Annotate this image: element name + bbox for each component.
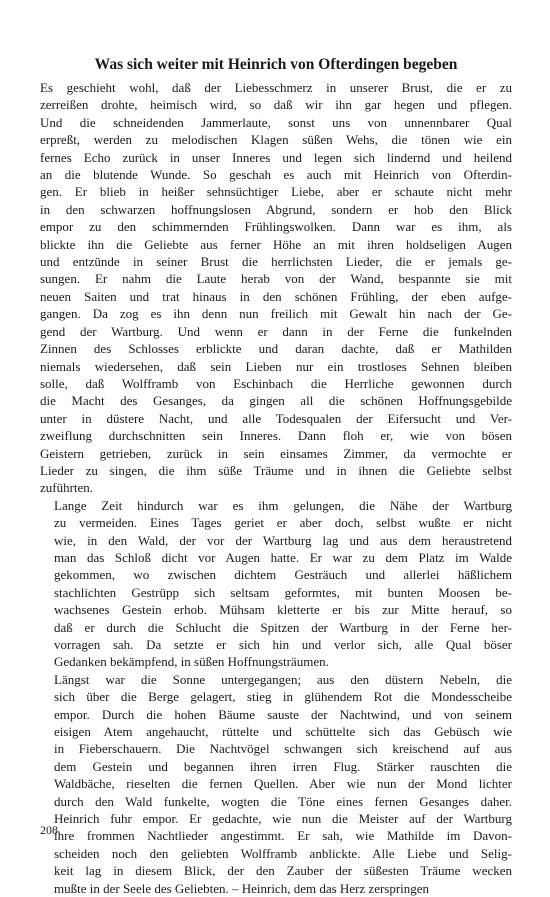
- text-line: zerreißen drohte, heimisch wird, so daß wir ihn gar hegen und pflegen.: [40, 97, 512, 113]
- text-line: vorragen sah. Da setzte er sich hin und verlor sich, alle Qual böser: [54, 637, 512, 652]
- text-line: empor. Durch die hohen Bäume sauste der Nachtwind, und von seinem: [54, 706, 512, 722]
- chapter-title: Was sich weiter mit Heinrich von Ofterdingen begeben: [94, 56, 458, 73]
- text-line: sungen. Er nahm die Laute herab von der Wand, bespannte sie mit: [40, 271, 512, 287]
- text-line: dem Gestein und begannen ihren irren Flug. Stärker rauschten die: [54, 758, 512, 774]
- text-line: man das Schloß dicht vor Augen hatte. Er war zu dem Platz im Walde: [54, 549, 512, 565]
- text-line: gangen. Da zog es ihn denn nun freilich mit Gewalt hin nach der Ge-: [40, 306, 512, 322]
- text-line: stachlichten Gestrüpp sich seltsam geformtes, mit bunten Moosen be-: [54, 584, 512, 600]
- text-line: Waldbäche, rieselten die fernen Quellen. Aber wie nun der Mond lichter: [54, 776, 512, 792]
- text-line: Es geschieht wohl, daß der Liebesschmerz in unserer Brust, die er zu: [40, 80, 512, 95]
- paragraph: [40, 497, 512, 671]
- text-line: und entzünde in seiner Brust die herrlichsten Lieder, die er jemals ge-: [40, 254, 512, 270]
- paragraph: [40, 671, 512, 897]
- text-line: wie, in den Wald, der vor der Wartburg lag und aus dem heraustretend: [54, 532, 512, 548]
- text-line: Und die schneidenden Jammerlaute, sonst uns von unnennbarer Qual: [40, 114, 512, 130]
- text-line: neuen Saiten und trat hinaus in den schönen Frühling, der eben aufge-: [40, 288, 512, 304]
- text-line: blickte ihn die Geliebte aus ferner Höhe an mit ihren holdseligen Augen: [40, 236, 512, 252]
- body-text: [40, 79, 512, 897]
- text-line: mußte in der Seele des Geliebten. – Heinrich, dem das Herz zerspringen: [54, 880, 430, 896]
- text-line: fernes Echo zurück in unser Inneres und legen sich lindernd und heilend: [40, 149, 512, 165]
- text-line: durch den Wald funkelte, wogten die Töne eines fernen Gesanges daher.: [54, 793, 512, 809]
- text-line: Zinnen des Schlosses erblickte und daran dachte, daß er Mathilden: [40, 341, 512, 357]
- text-line: daß er durch die Schlucht die Spitzen der Wartburg in der Ferne her-: [54, 619, 512, 635]
- text-line: eisigen Atem angehaucht, rüttelte und schüttelte sich das Gebüsch wie: [54, 724, 512, 740]
- text-line: gend der Wartburg. Und wenn er dann in der Ferne die funkelnden: [40, 323, 512, 339]
- text-line: zuführten.: [40, 480, 94, 496]
- page-number: 208: [40, 823, 58, 837]
- text-line: erpreßt, werden zu melodischen Klagen süßen Wehs, die tönen wie ein: [40, 132, 512, 148]
- text-line: in den schwarzen hoffnungslosen Abgrund, sondern er hob den Blick: [40, 201, 512, 217]
- text-line: Geistern getrieben, zurück in sein einsames Zimmer, da vermochte er: [40, 445, 512, 461]
- text-line: gen. Er blieb in heißer sehnsüchtiger Liebe, aber er schaute nicht mehr: [40, 184, 512, 200]
- text-line: gekommen, wo zwischen dichtem Gesträuch und allerlei häßlichem: [54, 567, 512, 583]
- text-line: empor zu den schimmernden Frühlingswolken. Dann war es ihm, als: [40, 219, 512, 235]
- text-line: solle, daß Wolfframb von Eschinbach die Herrliche gewonnen durch: [40, 375, 512, 391]
- paragraph: [40, 79, 512, 497]
- text-line: unter in düstere Nacht, und alle Todesqualen der Eifersucht und Ver-: [40, 410, 512, 426]
- text-line: scheiden noch den geliebten Wolfframb anblickte. Alle Liebe und Selig-: [54, 845, 512, 861]
- text-line: wachsenes Gestein erhob. Mühsam kletterte er bis zur Mitte herauf, so: [54, 602, 512, 618]
- text-line: Gedanken bekämpfend, in süßen Hoffnungsträumen.: [54, 654, 329, 670]
- text-line: Heinrich fuhr empor. Er gedachte, wie nun die Meister auf der Wartburg: [54, 811, 512, 827]
- text-line: niemals wiedersehen, daß sein Lieben nur ein trostloses Sehnen bleiben: [40, 358, 512, 374]
- text-line: in Fieberschauern. Die Nachtvögel schwangen sich kreischend auf aus: [54, 741, 512, 757]
- text-line: Längst war die Sonne untergegangen; aus den düstern Nebeln, die: [54, 671, 512, 687]
- text-line: zweiflung durchschnitten sein Inneres. Dann floh er, wie von bösen: [40, 428, 512, 444]
- text-line: zu vermeiden. Eines Tages geriet er aber doch, selbst wußte er nicht: [54, 515, 512, 531]
- text-line: ihre frommen Nachtlieder angestimmt. Er sah, wie Mathilde im Davon-: [54, 828, 512, 844]
- text-line: die Macht des Gesanges, da gingen all die schönen Hoffnungsgebilde: [40, 393, 512, 409]
- text-line: an die blutende Wunde. So geschah es auch mit Heinrich von Ofterdin-: [40, 167, 512, 183]
- text-line: Lange Zeit hindurch war es ihm gelungen, die Nähe der Wartburg: [54, 497, 512, 513]
- text-line: Lieder zu singen, die ihm süße Träume und in ihnen die Geliebte selbst: [40, 462, 512, 478]
- text-line: sich über die Berge gelagert, stieg in glühendem Rot die Mondesscheibe: [54, 689, 512, 705]
- text-line: keit lag in diesem Blick, der den Zauber der süßesten Träume wecken: [54, 863, 512, 879]
